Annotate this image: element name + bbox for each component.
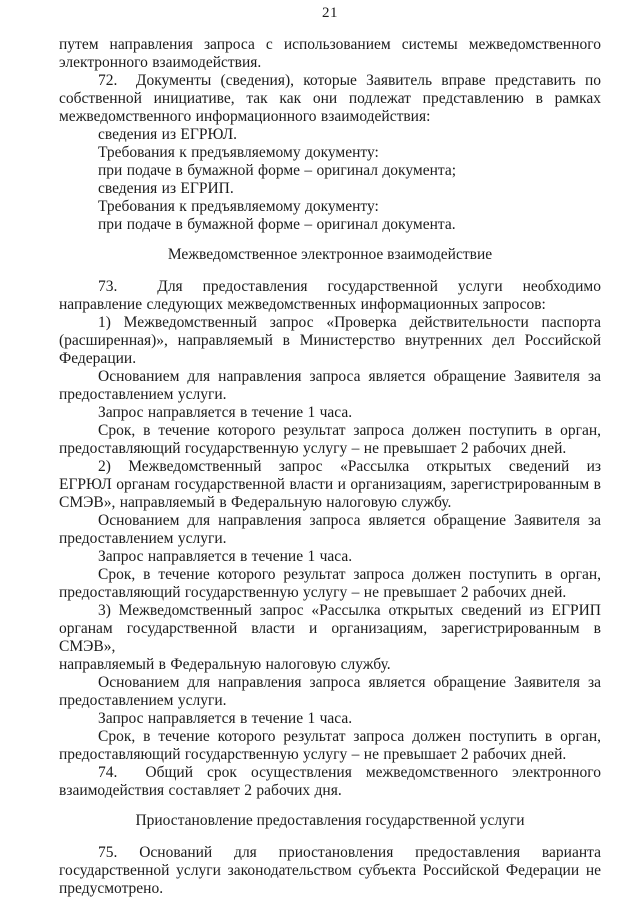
paragraph	[59, 162, 601, 180]
text-line: Требования к предъявляемому документу:	[98, 198, 379, 215]
text-line: 73. Для предоставления государственной услуги необходимо	[98, 278, 601, 295]
text-line: направляемый в Федеральную налоговую службу.	[59, 656, 391, 673]
text-line: СМЭВ», направляемый в Федеральную налоговую службу.	[59, 494, 452, 511]
paragraph	[59, 728, 601, 764]
paragraph	[59, 458, 601, 512]
paragraph	[59, 126, 601, 144]
paragraph	[59, 144, 601, 162]
text-line: ЕГРЮЛ органам государственной власти и организациям, зарегистрированным в	[59, 476, 601, 493]
paragraph	[59, 710, 601, 728]
section-heading: Межведомственное электронное взаимодействие	[167, 246, 493, 263]
text-line: направление следующих межведомственных информационных запросов:	[59, 296, 546, 313]
text-line: при подаче в бумажной форме – оригинал документа.	[98, 216, 456, 233]
paragraph	[59, 512, 601, 548]
text-line: предоставляющий государственную услугу – не превышает 2 рабочих дней.	[59, 584, 567, 601]
text-line: взаимодействия составляет 2 рабочих дня.	[59, 782, 342, 799]
section-heading: Приостановление предоставления государственной услуги	[135, 812, 525, 829]
text-line: сведения из ЕГРИП.	[98, 180, 234, 197]
text-line: собственной инициативе, так как они подлежат представлению в рамках	[59, 90, 601, 107]
paragraph	[59, 314, 601, 368]
paragraph	[59, 548, 601, 566]
text-line: 1) Межведомственный запрос «Проверка действительности паспорта	[98, 314, 601, 331]
text-line: Федерации.	[59, 350, 137, 367]
text-line: электронного взаимодействия.	[59, 54, 262, 71]
text-line: предусмотрено.	[59, 880, 164, 897]
text-line: Основанием для направления запроса является обращение Заявителя за	[98, 368, 601, 385]
text-line: 2) Межведомственный запрос «Рассылка открытых сведений из	[98, 458, 601, 475]
text-line: сведения из ЕГРЮЛ.	[98, 126, 238, 143]
text-line: предоставляющий государственную услугу – не превышает 2 рабочих дней.	[59, 440, 567, 457]
paragraph	[59, 36, 601, 72]
text-line: Запрос направляется в течение 1 часа.	[98, 404, 353, 421]
paragraph	[59, 278, 601, 314]
text-line: 74. Общий срок осуществления межведомственного электронного	[98, 764, 601, 781]
text-line: путем направления запроса с использованием системы межведомственного	[59, 36, 601, 53]
text-line: предоставляющий государственную услугу – не превышает 2 рабочих дней.	[59, 746, 567, 763]
text-line: предоставлением услуги.	[59, 530, 227, 547]
text-line: Срок, в течение которого результат запроса должен поступить в орган,	[98, 566, 601, 583]
text-line: Запрос направляется в течение 1 часа.	[98, 710, 353, 727]
paragraph	[59, 368, 601, 404]
text-line: предоставлением услуги.	[59, 386, 227, 403]
text-line: Запрос направляется в течение 1 часа.	[98, 548, 353, 565]
text-line: органам государственной власти и организациям, зарегистрированным в СМЭВ»,	[59, 620, 601, 655]
paragraph	[59, 602, 601, 674]
document-body	[59, 36, 601, 898]
text-line: (расширенная)», направляемый в Министерство внутренних дел Российской	[59, 332, 601, 349]
paragraph	[59, 72, 601, 126]
paragraph	[59, 674, 601, 710]
text-line: при подаче в бумажной форме – оригинал документа;	[98, 162, 457, 179]
text-line: государственной услуги законодательством субъекта Российской Федерации не	[59, 862, 601, 879]
text-line: межведомственного информационного взаимодействия:	[59, 108, 431, 125]
text-line: предоставлением услуги.	[59, 692, 227, 709]
paragraph	[59, 422, 601, 458]
paragraph	[59, 844, 601, 898]
text-line: 75. Оснований для приостановления предоставления варианта	[98, 844, 601, 861]
paragraph	[59, 404, 601, 422]
paragraph	[59, 198, 601, 216]
paragraph	[59, 566, 601, 602]
page-number: 21	[322, 5, 338, 21]
paragraph	[59, 216, 601, 234]
text-line: Срок, в течение которого результат запроса должен поступить в орган,	[98, 422, 601, 439]
text-line: Срок, в течение которого результат запроса должен поступить в орган,	[98, 728, 601, 745]
paragraph	[59, 764, 601, 800]
text-line: Основанием для направления запроса является обращение Заявителя за	[98, 674, 601, 691]
text-line: Основанием для направления запроса является обращение Заявителя за	[98, 512, 601, 529]
text-line: 3) Межведомственный запрос «Рассылка открытых сведений из ЕГРИП	[98, 602, 601, 619]
text-line: Требования к предъявляемому документу:	[98, 144, 379, 161]
paragraph	[59, 180, 601, 198]
text-line: 72. Документы (сведения), которые Заявитель вправе представить по	[98, 72, 601, 89]
